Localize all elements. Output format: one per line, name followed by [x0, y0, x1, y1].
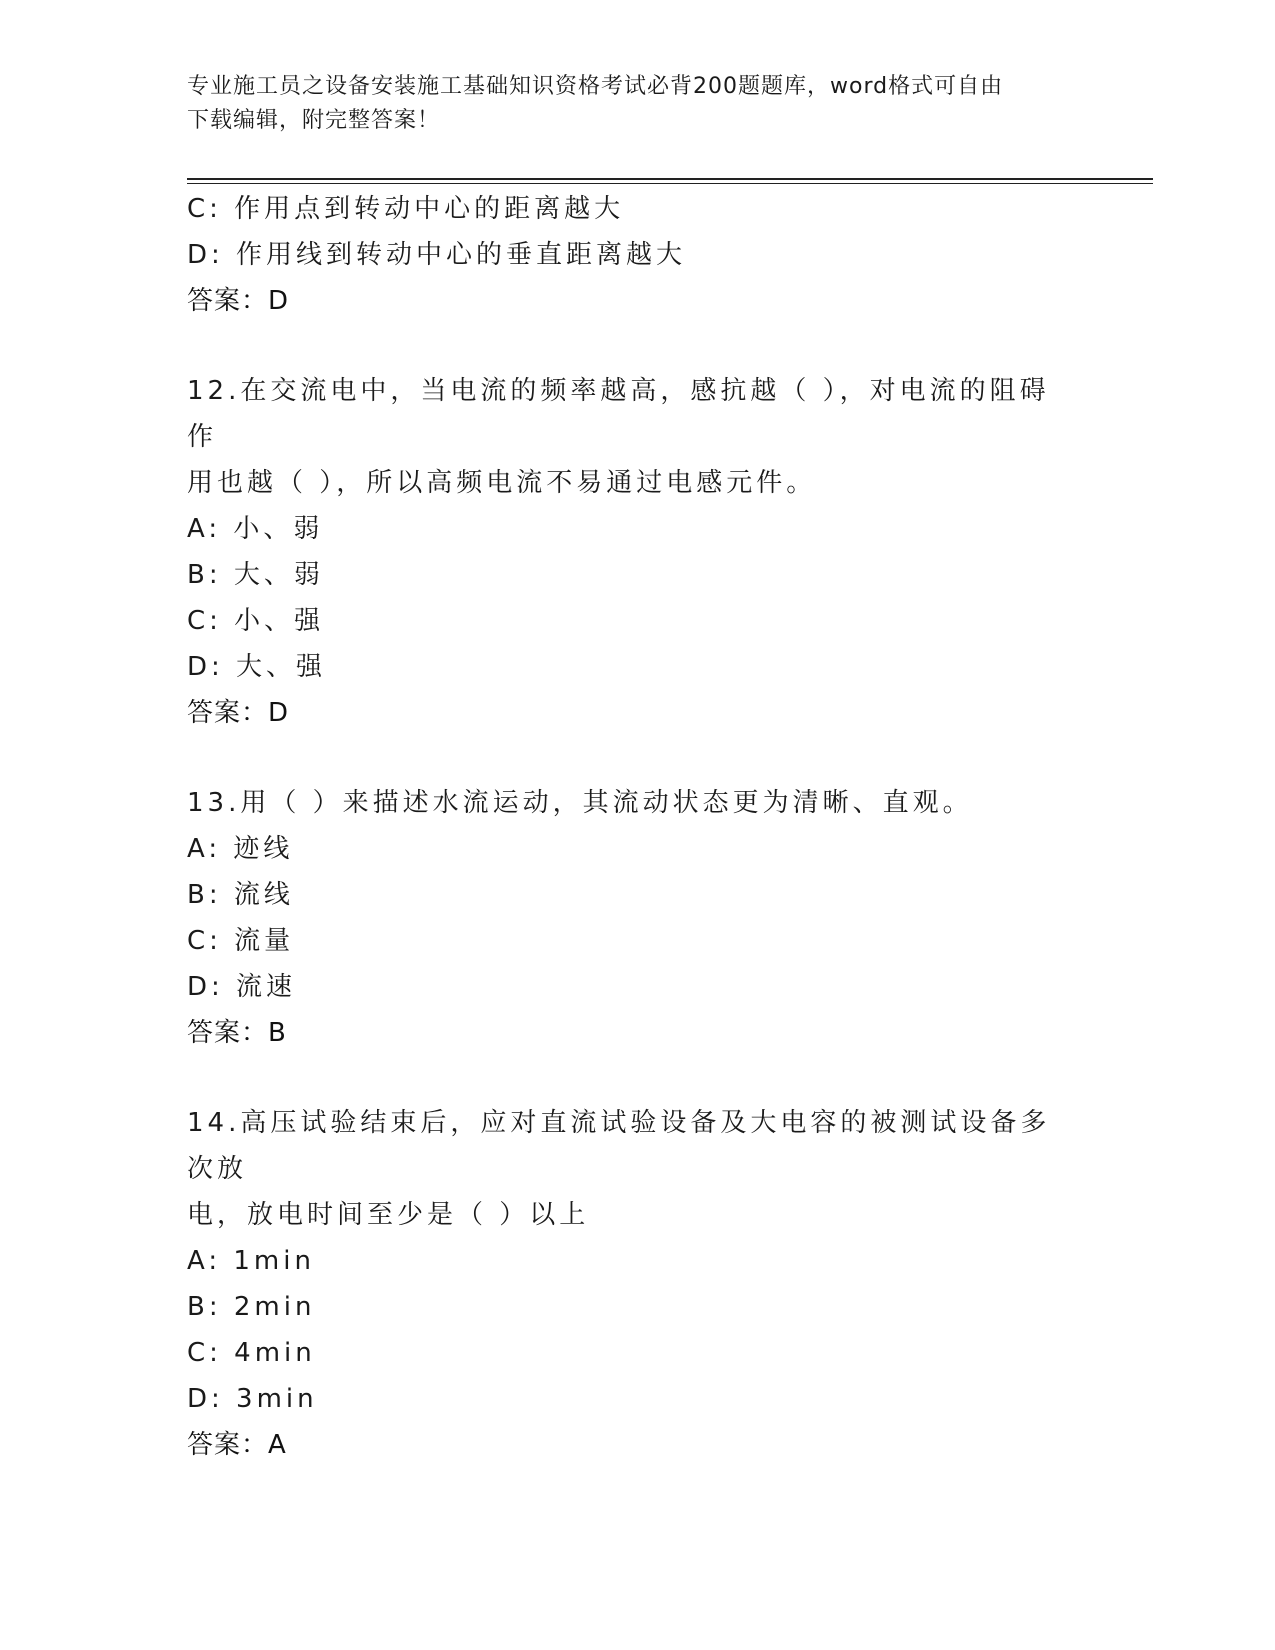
header-divider-thick	[187, 178, 1153, 180]
question-block-13	[187, 780, 1087, 1056]
option-d: D: 3min	[187, 1384, 318, 1414]
option-d: D: 流速	[187, 972, 297, 1002]
option-a: A: 1min	[187, 1246, 315, 1276]
option-b: B: 2min	[187, 1292, 316, 1322]
option-d: D: 大、强	[187, 652, 327, 682]
question-text-line-2: 用也越（ ），所以高频电流不易通过电感元件。	[187, 468, 817, 498]
answer-label: 答案：D	[187, 698, 290, 728]
header-line-2: 下载编辑，附完整答案！	[187, 108, 441, 133]
question-text-line-2: 电，放电时间至少是（ ）以上	[187, 1200, 590, 1230]
question-text-line-1: 12.在交流电中，当电流的频率越高，感抗越（ ），对电流的阻碍作	[187, 376, 1050, 452]
option-a: A: 小、弱	[187, 514, 324, 544]
answer-label: 答案：D	[187, 286, 290, 316]
question-text-line-1: 14.高压试验结束后，应对直流试验设备及大电容的被测试设备多次放	[187, 1108, 1051, 1184]
option-c: C: 小、强	[187, 606, 325, 636]
option-b: B: 流线	[187, 880, 294, 910]
question-block-11	[187, 186, 1087, 324]
question-block-12	[187, 368, 1087, 736]
question-list	[187, 186, 1087, 1468]
question-block-14	[187, 1100, 1087, 1468]
option-d: D: 作用线到转动中心的垂直距离越大	[187, 240, 687, 270]
option-a: A: 迹线	[187, 834, 294, 864]
option-c: C: 4min	[187, 1338, 316, 1368]
option-b: B: 大、弱	[187, 560, 324, 590]
question-text-line-1: 13.用（ ）来描述水流运动，其流动状态更为清晰、直观。	[187, 788, 973, 818]
header-divider-thin	[187, 183, 1153, 184]
answer-label: 答案：A	[187, 1430, 287, 1460]
answer-label: 答案：B	[187, 1018, 287, 1048]
option-c: C: 流量	[187, 926, 295, 956]
option-c: C: 作用点到转动中心的距离越大	[187, 194, 625, 224]
document-header	[187, 70, 1067, 138]
header-line-1: 专业施工员之设备安装施工基础知识资格考试必背200题题库，word格式可自由	[187, 74, 1004, 99]
